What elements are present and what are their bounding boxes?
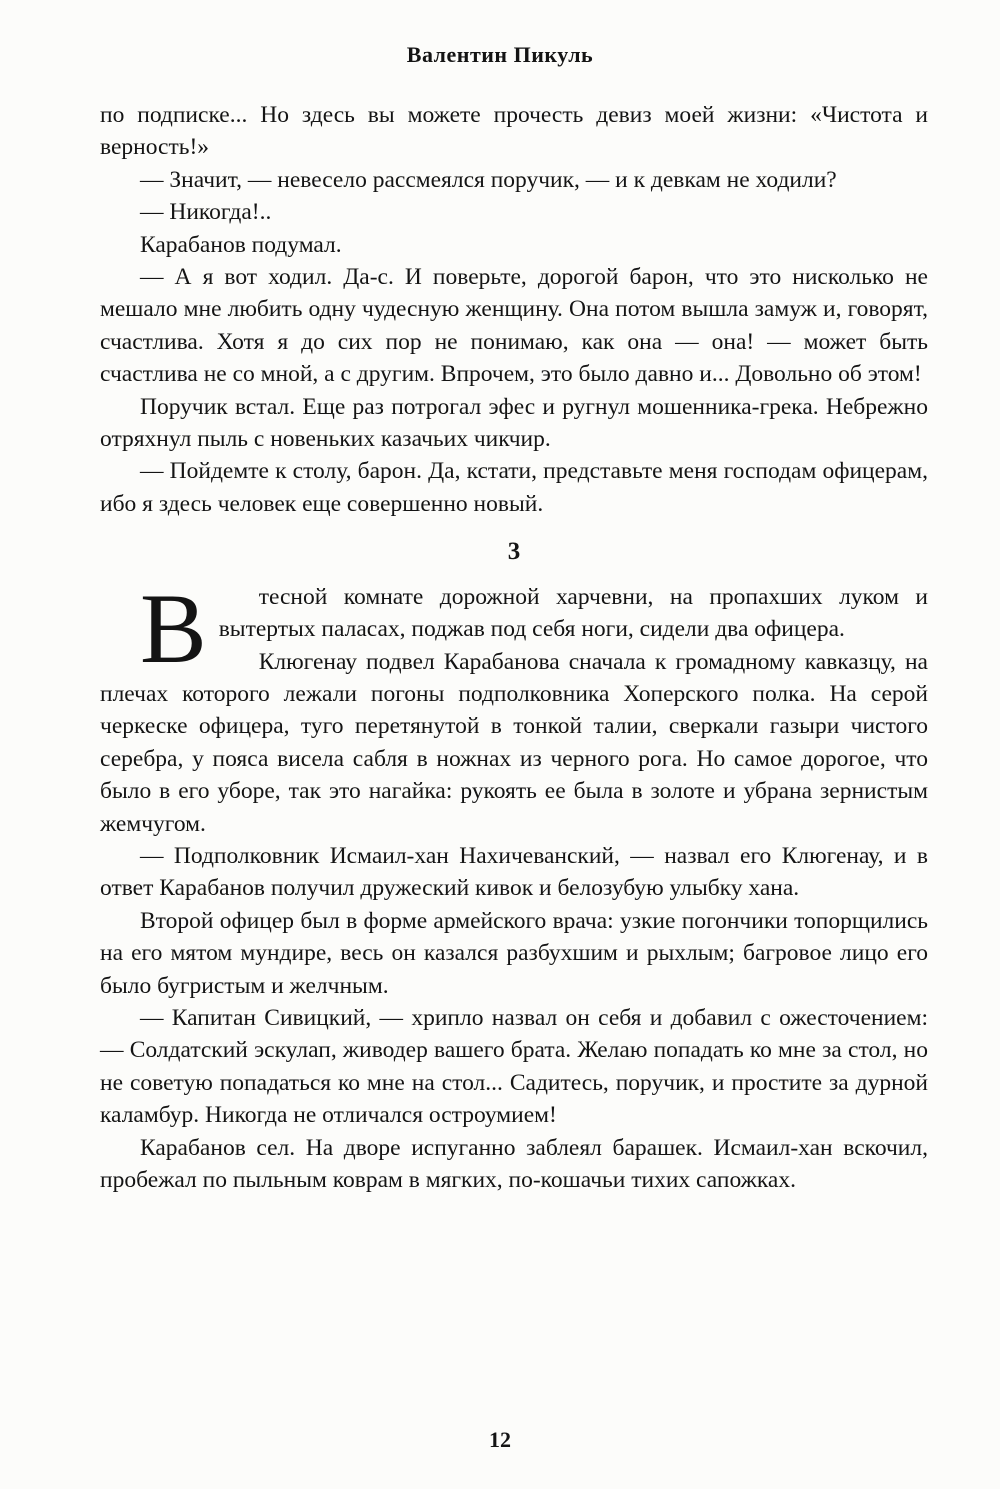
paragraph: Поручик встал. Еще раз потрогал эфес и ругнул мошенника-грека. Небрежно отряхнул пыль с новеньких казачьих чикчир. xyxy=(100,393,928,453)
text-block xyxy=(100,99,928,1196)
paragraph-dropcap xyxy=(100,572,928,684)
paragraph: — А я вот ходил. Да-с. И поверьте, дорогой барон, что это нисколько не мешало мне любить одну чудесную женщину. Она потом вышла замуж и, говорят, счастлива. Хотя я до сих пор не понимаю, как она — она! — может быть счастлива не со мной, а с другим. Впрочем, это было давно и... Довольно об этом! xyxy=(100,264,928,388)
paragraph: — Капитан Сивицкий, — хрипло назвал он себя и добавил с ожесточением: — Солдатский эскулап, живодер вашего брата. Желаю попадать ко мне за стол, но не советую попадаться ко мне на стол... Садитесь, поручик, и простите за дурной каламбур. Никогда не отличался остроумием! xyxy=(100,1004,928,1129)
paragraph: — Подполковник Исмаил-хан Нахичеванский, — назвал его Клюгенау, и в ответ Карабанов получил дружеский кивок и белозубую улыбку хана. xyxy=(100,842,928,902)
page-number: 12 xyxy=(489,1427,511,1452)
paragraph: Карабанов сел. На дворе испуганно заблеял барашек. Исмаил-хан вскочил, пробежал по пыльным коврам в мягких, по-кошачьи тихих сапожках. xyxy=(100,1134,928,1193)
paragraph: Карабанов подумал. xyxy=(140,231,342,258)
dropcap-text: тесной комнате дорожной харчевни, на пропахших луком и вытертых паласах, поджав под себя ноги, сидели два офицера. xyxy=(218,583,928,643)
running-header: Валентин Пикуль xyxy=(406,42,594,67)
paragraph: Клюгенау подвел Карабанова сначала к громадному кавказцу, на плечах которого лежали погоны подполковника Хоперского полка. На серой черкеске офицера, туго перетянутой в тонкой талии, сверкали газыри чистого серебра, у пояса висела сабля в ножнах из черного рога. Но самое дорогое, что было в его уборе, так это нагайка: рукоять ее была в золоте и убрана зернистым жемчугом. xyxy=(100,648,928,837)
paragraph: — Значит, — невесело рассмеялся поручик, — и к девкам не ходили? xyxy=(140,166,837,193)
section-number: 3 xyxy=(507,538,521,566)
paragraph: Второй офицер был в форме армейского врача: узкие погончики топорщились на его мятом мундире, весь он казался разбухшим и рыхлым; багровое лицо его было бугристым и желчным. xyxy=(100,907,928,999)
paragraph: по подписке... Но здесь вы можете прочесть девиз моей жизни: «Чистота и верность!» xyxy=(100,102,928,161)
paragraph: — Никогда!.. xyxy=(140,199,272,226)
paragraph: — Пойдемте к столу, барон. Да, кстати, представьте меня господам офицерам, ибо я здесь человек еще совершенно новый. xyxy=(100,458,928,517)
dropcap-letter: В xyxy=(140,572,207,684)
